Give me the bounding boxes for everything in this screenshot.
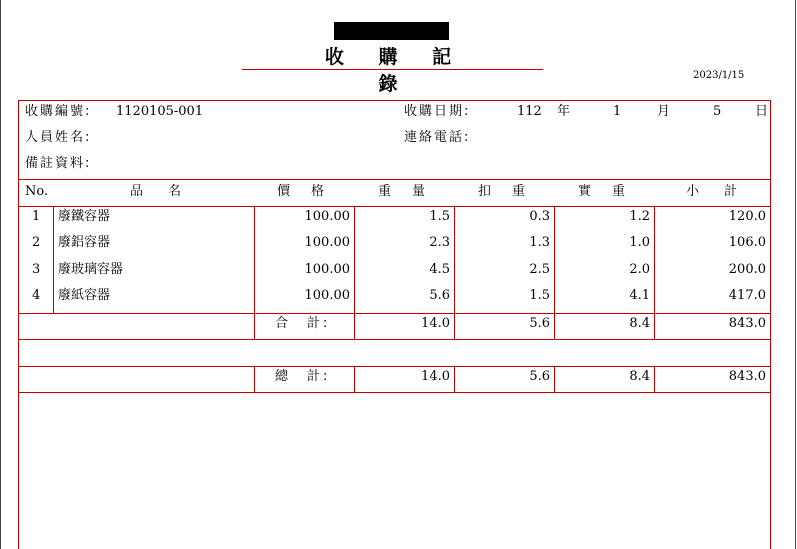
- row4-no: 4: [32, 288, 41, 303]
- day-label: 日: [755, 104, 769, 119]
- row1-net: 1.2: [629, 209, 650, 224]
- page-border-left: [0, 0, 1, 549]
- row1-name: 廢鐵容器: [58, 209, 111, 224]
- row2-net: 1.0: [629, 235, 650, 250]
- row1-weight: 1.5: [429, 209, 450, 224]
- row2-no: 2: [32, 235, 41, 250]
- staff-name-label: 人員姓名:: [25, 130, 92, 145]
- items-bottom-rule: [18, 313, 771, 314]
- row1-no: 1: [32, 209, 41, 224]
- box-right-border: [770, 100, 771, 549]
- row3-deduction: 2.5: [529, 262, 550, 277]
- grand-total-subtotal: 843.0: [728, 369, 766, 384]
- row3-weight: 4.5: [429, 262, 450, 277]
- gt-rule-net: [654, 366, 655, 392]
- total-deduction: 5.6: [529, 316, 550, 331]
- date-year: 112: [517, 104, 542, 119]
- total-net: 8.4: [629, 316, 650, 331]
- total-bottom-rule: [18, 339, 771, 340]
- col-rule-no: [53, 206, 54, 313]
- info-bottom-rule: [18, 179, 771, 180]
- row4-weight: 5.6: [429, 288, 450, 303]
- total-label: 合 計:: [275, 316, 331, 331]
- row4-price: 100.00: [304, 288, 350, 303]
- row1-subtotal: 120.0: [728, 209, 766, 224]
- col-rule-net: [654, 206, 655, 339]
- row3-price: 100.00: [304, 262, 350, 277]
- row2-name: 廢鋁容器: [58, 235, 111, 250]
- col-header-net-weight: 實 重: [578, 184, 630, 199]
- page-title: 收 購 記 錄: [324, 46, 466, 95]
- total-weight: 14.0: [421, 316, 450, 331]
- col-rule-deduction: [554, 206, 555, 339]
- year-label: 年: [557, 104, 571, 119]
- row4-deduction: 1.5: [529, 288, 550, 303]
- col-header-subtotal: 小 計: [686, 184, 744, 199]
- purchase-no-value: 1120105-001: [116, 104, 204, 119]
- grand-total-weight: 14.0: [421, 369, 450, 384]
- col-rule-price: [354, 206, 355, 339]
- row3-subtotal: 200.0: [728, 262, 766, 277]
- col-header-weight: 重 量: [378, 184, 430, 199]
- box-top-border: [18, 100, 771, 101]
- row3-no: 3: [32, 262, 41, 277]
- col-header-no: No.: [25, 184, 49, 199]
- row2-price: 100.00: [304, 235, 350, 250]
- row2-weight: 2.3: [429, 235, 450, 250]
- col-rule-name: [254, 206, 255, 339]
- row2-deduction: 1.3: [529, 235, 550, 250]
- row4-net: 4.1: [629, 288, 650, 303]
- row4-name: 廢紙容器: [58, 288, 111, 303]
- blank-bottom-rule: [18, 366, 771, 367]
- box-left-border: [18, 100, 19, 549]
- row3-net: 2.0: [629, 262, 650, 277]
- remarks-label: 備註資料:: [25, 156, 92, 171]
- row4-subtotal: 417.0: [728, 288, 766, 303]
- gt-rule-name: [254, 366, 255, 392]
- phone-label: 連絡電話:: [404, 130, 471, 145]
- col-header-deduction: 扣 重: [478, 184, 530, 199]
- gt-rule-price: [354, 366, 355, 392]
- page-border-right: [795, 0, 796, 549]
- col-header-item-name: 品 名: [130, 184, 188, 199]
- gt-rule-deduction: [554, 366, 555, 392]
- purchase-date-label: 收購日期:: [404, 104, 471, 119]
- row3-name: 廢玻璃容器: [58, 262, 124, 277]
- gt-rule-weight: [454, 366, 455, 392]
- grand-total-label: 總 計:: [275, 369, 331, 384]
- date-month: 1: [613, 104, 622, 119]
- grand-total-net: 8.4: [629, 369, 650, 384]
- date-day: 5: [713, 104, 722, 119]
- row1-deduction: 0.3: [529, 209, 550, 224]
- purchase-no-label: 收購編號:: [25, 104, 92, 119]
- header-bottom-rule: [18, 206, 771, 207]
- row1-price: 100.00: [304, 209, 350, 224]
- grand-total-bottom-rule: [18, 392, 771, 393]
- col-header-price: 價 格: [277, 184, 329, 199]
- total-subtotal: 843.0: [728, 316, 766, 331]
- row2-subtotal: 106.0: [728, 235, 766, 250]
- redacted-company-name: [334, 22, 449, 40]
- month-label: 月: [657, 104, 671, 119]
- grand-total-deduction: 5.6: [529, 369, 550, 384]
- print-date: 2023/1/15: [693, 70, 745, 81]
- title-underline: [242, 69, 543, 70]
- col-rule-weight: [454, 206, 455, 339]
